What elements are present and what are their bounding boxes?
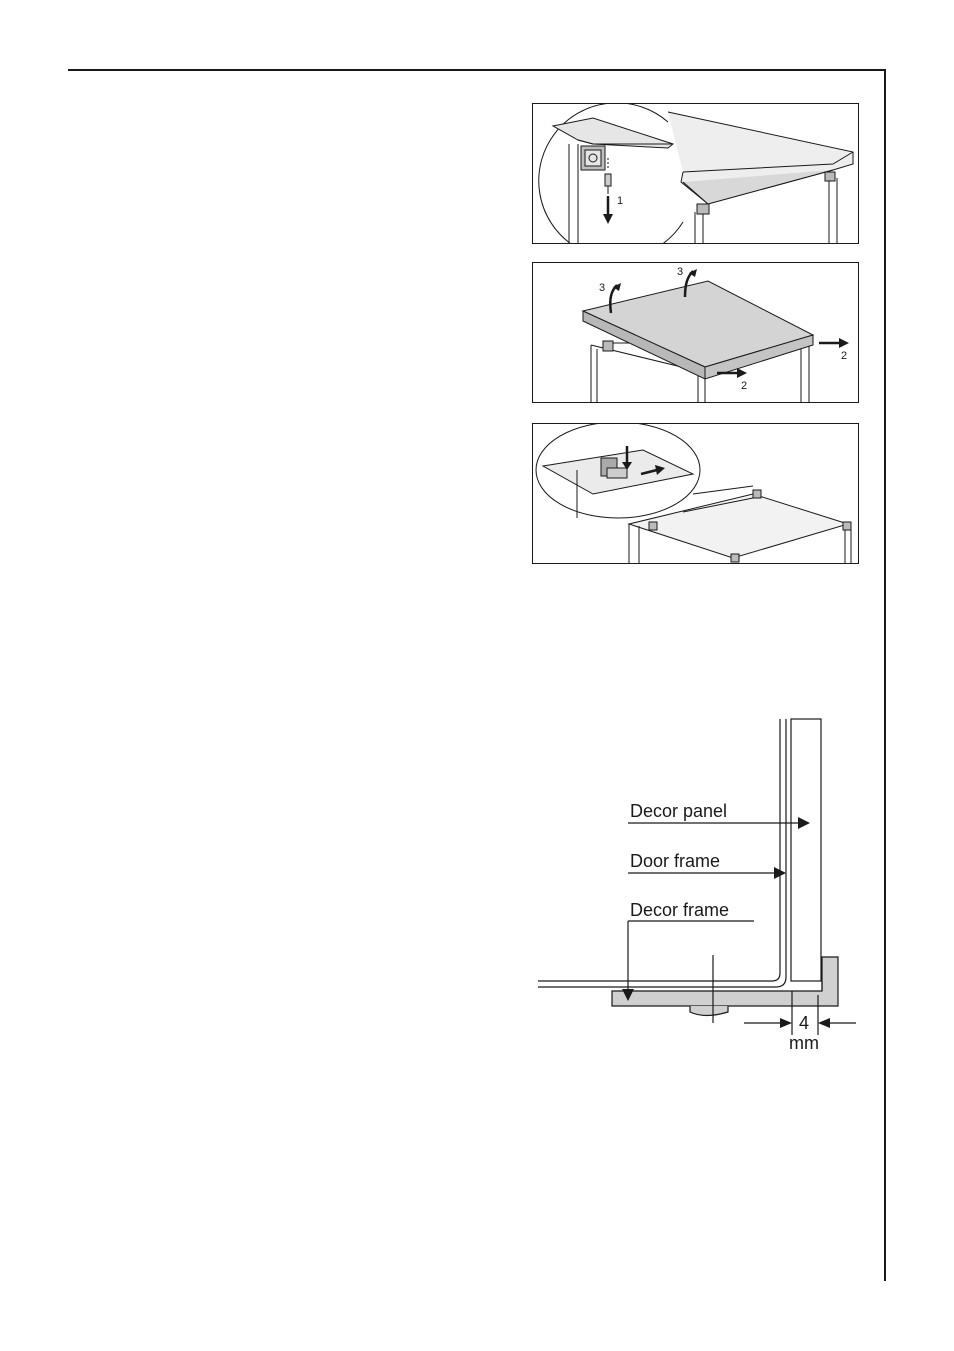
dimension-unit: mm [789,1033,819,1053]
figure-clip-removal [532,423,859,564]
decor-panel-label: Decor panel [630,801,728,821]
step-3-label-right: 3 [677,266,684,278]
step-3-label-left: 3 [599,282,606,294]
figure-lift-top [532,262,859,403]
step-2-label-front: 2 [741,380,748,392]
door-frame-label: Door frame [630,851,721,871]
step-2-label-side: 2 [841,350,848,362]
right-rule [884,69,886,1281]
decor-frame-diagram [530,705,870,1065]
step-1-label: 1 [617,195,624,207]
dimension-value: 4 [799,1013,810,1033]
figure-remove-screw [532,103,859,244]
decor-frame-label: Decor frame [630,900,730,920]
top-rule [68,69,886,71]
